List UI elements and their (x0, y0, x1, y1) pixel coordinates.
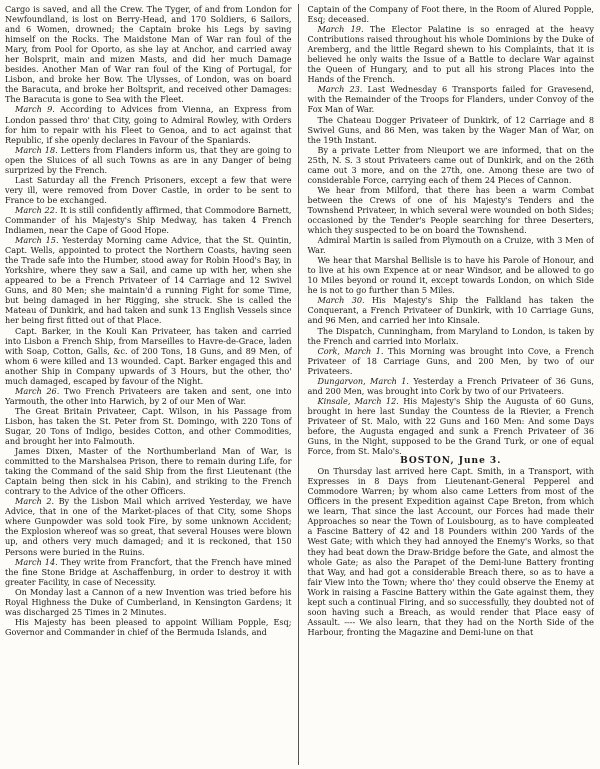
dateline: March 23. (317, 84, 363, 95)
paragraph-text: The Dispatch, Cunningham, from Maryland to London, is taken by the French and carried into Morlaix. (307, 325, 594, 346)
right-column (307, 4, 595, 765)
dateline: Cork, March 1. (317, 345, 384, 356)
news-paragraph (308, 4, 595, 24)
news-paragraph (5, 235, 292, 325)
dateline: March 9. (15, 104, 55, 115)
paragraph-text: It is still confidently affirmed, that Commodore Barnett, Commander of his Majesty's Ship Medway, has taken 4 French Indiamen, near the Cape of Good Hope. (5, 204, 292, 236)
news-paragraph (308, 396, 595, 456)
news-paragraph (5, 446, 292, 496)
news-paragraph (5, 4, 292, 104)
news-paragraph (308, 346, 595, 376)
dateline: March 26. (15, 385, 60, 396)
news-paragraph (308, 115, 595, 145)
news-paragraph (308, 326, 595, 346)
news-paragraph (5, 175, 292, 205)
news-paragraph (308, 466, 595, 637)
dateline: Dungarvon, March 1. (317, 375, 409, 386)
paragraph-text: Yesterday Morning came Advice, that the St. Quintin, Capt. Wells, appointed to protect the Northern Coasts, having seen the Trade safe into the Humber, stood away for Robin Hood's Bay, in Yorkshire, where they saw a Sail, and came up with her, when she appeared to be a French Privateer of 14 Carriage and 12 Swivel Guns, and 80 Men; she maintain'd a running Fight for some Time, but being damaged in her Rigging, she struck. She is called the Mateau of Dunkirk, and had taken and sunk 13 English Vessels since her being first fitted out of that Place. (5, 235, 292, 326)
news-paragraph (5, 205, 292, 235)
section-heading: BOSTON, June 3. (400, 456, 502, 467)
news-paragraph (5, 145, 292, 175)
news-paragraph (308, 255, 595, 295)
paragraph-text: They write from Francfort, that the French have mined the fine Stone Bridge at Aschaffenburg, in order to destroy it with greater Facility, in case of Necessity. (5, 556, 292, 587)
paragraph-text: By a private Letter from Nieuport we are informed, that on the 25th, N. S. 3 stout Privateers came out of Dunkirk, and on the 26th came out 3 more, and on the 27th, one. Among these are two of considerable Force, carrying each of them 24 Pieces of Cannon. (307, 144, 594, 185)
news-paragraph (308, 235, 595, 255)
news-paragraph (308, 185, 595, 235)
paragraph-text: Admiral Martin is sailed from Plymouth on a Cruize, with 3 Men of War. (307, 235, 594, 256)
paragraph-text: Letters from Flanders inform us, that they are going to open the Sluices of all such Towns as are in any Danger of being surprized by the French. (5, 144, 292, 175)
paragraph-text: The Elector Palatine is so enraged at the heavy Contributions raised throughout his whole Dominions by the Duke of Aremberg, and the little Regard shewn to his Complaints, that it is believed he only waits the Issue of a Battle to declare War against the Queen of Hungary, and to put all his strong Places into the Hands of the French. (307, 24, 594, 85)
paragraph-text: According to Advices from Vienna, an Express from London passed thro' that City, going to Admiral Rowley, with Orders for him to repair with his Fleet to Genoa, and to act against that Republic, if she openly declares in Favour of the Spaniards. (5, 104, 292, 145)
dateline: March 14. (15, 556, 58, 567)
news-paragraph (5, 406, 292, 446)
paragraph-text: Two French Privateers are taken and sent, one into Yarmouth, the other into Harwich, by 2 of our Men of War. (5, 385, 292, 406)
paragraph-text: On Monday last a Cannon of a new Invention was tried before his Royal Highness the Duke of Cumberland, in Kensington Gardens; it was discharged 25 Times in 2 Minutes. (5, 586, 292, 617)
paragraph-text: Last Saturday all the French Prisoners, except a few that were very ill, were removed from Dover Castle, in order to be sent to France to be exchanged. (5, 174, 292, 205)
dateline: March 19. (317, 24, 364, 35)
paragraph-text: The Chateau Dogger Privateer of Dunkirk, of 12 Carriage and 8 Swivel Guns, and 86 Men, was taken by the Wager Man of War, on the 19th Instant. (307, 114, 594, 145)
dateline: March 18. (15, 144, 58, 155)
news-paragraph (308, 84, 595, 114)
paragraph-text: By the Lisbon Mail which arrived Yesterday, we have Advice, that in one of the Market-places of that City, some Shops where Gunpowder was sold took Fire, by some unknown Accident; the Explosion whereof was so great, that several Houses were blown up, and others very much damaged; and it is reckoned, that 150 Persons were buried in the Ruins. (5, 496, 292, 557)
left-column (5, 4, 299, 765)
news-paragraph (5, 496, 292, 556)
news-paragraph (5, 386, 292, 406)
paragraph-text: On Thursday last arrived here Capt. Smith, in a Transport, with Expresses in 8 Days from Lieutenant-General Pepperel and Commodore Warren; by whom also came Letters from most of the Officers in the present Expedition against Cape Breton, from which we learn, That since the last Account, our Forces had made their Approaches so near the Town of Louisbourg, as to have compleated a Fascine Battery of 42 and 18 Pounders within 200 Yards of the West Gate; with which they had annoyed the Enemy's Works, so that they had beat down the Draw-Bridge before the Gate, and almost the whole Gate; as also the Parapet of the Demi-lune Battery fronting that Way, and had got a considerable Breach there, so as to have a fair View into the Town; where tho' they could observe the Enemy at Work in raising a Fascine Battery within the Gate against them, they kept such a continual Firing, and so successfully, they doubted not of soon having such a Breach, as would render that Place easy of Assault. ---- We also learn, that they had on the North Side of the Harbour, fronting the Magazine and Demi-lune on that (307, 466, 594, 637)
news-paragraph (308, 145, 595, 185)
paragraph-text: We hear that Marshal Bellisle is to have his Parole of Honour, and to live at his own Expence at or near Windsor, and be allowed to go 10 Miles beyond or round it, except towards London, on which Side he is not to go further than 5 Miles. (307, 255, 594, 296)
dateline: March 15. (15, 235, 59, 246)
news-paragraph (308, 295, 595, 325)
news-paragraph (5, 557, 292, 587)
paragraph-text: Capt. Barker, in the Kouli Kan Privateer, has taken and carried into Lisbon a French Ship, from Marseilles to Havre-de-Grace, laden with Soap, Cotton, Galls, &c. of 200 Tons, 18 Guns, and 89 Men, of whom 6 were killed and 13 wounded. Capt. Barker engaged this and another Ship in Company upwards of 3 Hours, but the other, tho' much damaged, escaped by favour of the Night. (5, 325, 292, 386)
paragraph-text: This Morning was brought into Cove, a French Privateer of 18 Carriage Guns, and 200 Men, by two of our Privateers. (307, 345, 594, 376)
paragraph-text: His Majesty's Ship the Augusta of 60 Guns, brought in here last Sunday the Countess de la Rievier, a French Privateer of St. Malo, with 22 Guns and 160 Men: And some Days before, the Augusta engaged and sunk a French Privateer of 36 Guns, in the Night, supposed to be the Grand Turk, or one of equal Force, from St. Malo's. (307, 395, 594, 457)
news-paragraph (5, 104, 292, 144)
paragraph-text: His Majesty's Ship the Falkland has taken the Conquerant, a French Privateer of Dunkirk, with 10 Carriage Guns, and 96 Men, and carried her into Kinsale. (307, 295, 594, 326)
text-columns (5, 4, 594, 765)
dateline: March 22. (15, 204, 58, 215)
news-paragraph (5, 587, 292, 617)
paragraph-text: The Great Britain Privateer, Capt. Wilson, in his Passage from Lisbon, has taken the St. Peter from St. Domingo, with 220 Tons of Sugar, 20 Tons of Indigo, besides Cotton, and other Commodities, and brought her into Falmouth. (5, 405, 292, 447)
news-paragraph (5, 617, 292, 637)
news-paragraph (5, 326, 292, 386)
paragraph-text: Captain of the Company of Foot there, in the Room of Alured Popple, Esq; deceased. (307, 4, 594, 25)
paragraph-text: James Dixen, Master of the Northumberland Man of War, is committed to the Marshalsea Prison, there to remain during Life, for taking the Command of the said Ship from the first Lieutenant (the Captain being then sick in his Cabin), and striking to the French contrary to the Advice of the other Officers. (5, 446, 292, 497)
news-paragraph (308, 24, 595, 84)
paragraph-text: Yesterday a French Privateer of 36 Guns, and 200 Men, was brought into Cork by two of our Privateers. (307, 375, 594, 396)
paragraph-text: His Majesty has been pleased to appoint William Popple, Esq; Governor and Commander in chief of the Bermuda Islands, and (5, 616, 292, 637)
paragraph-text: Cargo is saved, and all the Crew. The Tyger, of and from London for Newfoundland, is lost on Berry-Head, and 170 Soldiers, 6 Sailors, and 6 Women, drowned; the Captain broke his Legs by saving himself on the Rocks. The Maidstone Man of War ran foul of the Mary, from Pool for Oporto, as she lay at Anchor, and carried away her Bolsprit, main and mizen Masts, and did her much Damage besides. Another Man of War ran foul of the King of Portugal, for Lisbon, and broke her Bow. The Ulysses, of London, was on board the Baracuta, and broke her Boltsprit, and received other Damages: The Baracuta is gone to Sea with the Fleet. (5, 4, 292, 105)
news-paragraph (308, 376, 595, 396)
dateline: Kinsale, March 12. (317, 395, 399, 406)
paragraph-text: Last Wednesday 6 Transports failed for Gravesend, with the Remainder of the Troops for Flanders, under Convoy of the Fox Man of War. (307, 84, 594, 115)
dateline: March 30. (317, 295, 365, 306)
dateline: March 2. (15, 496, 55, 507)
paragraph-text: We hear from Milford, that there has been a warm Combat between the Crews of one of his Majesty's Tenders and the Townshend Privateer, in which several were wounded on both Sides; occasioned by the Tender's People searching for three Deserters, which they suspected to be on board the Townshend. (307, 184, 594, 236)
